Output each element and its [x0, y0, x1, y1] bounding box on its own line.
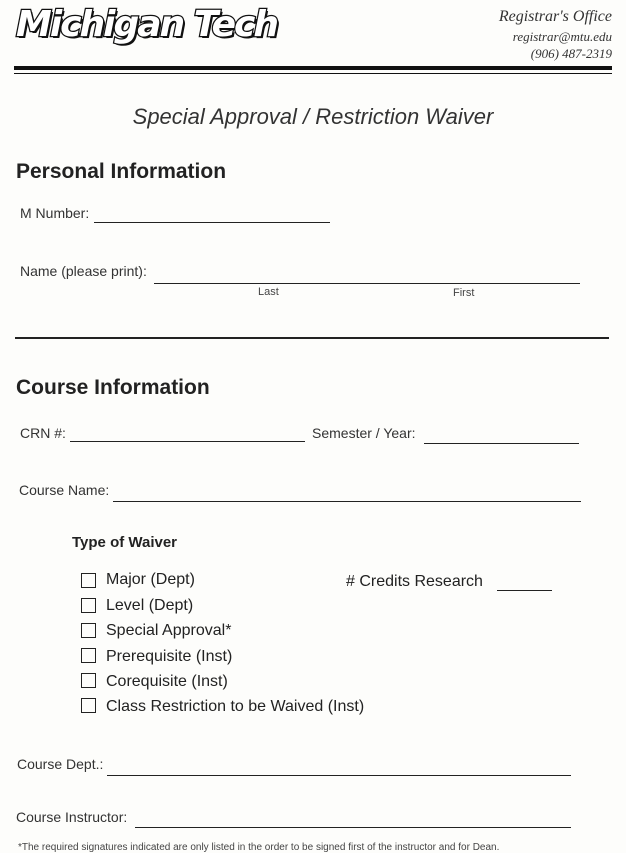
section-divider [15, 337, 609, 339]
major-dept-label: Major (Dept) [106, 571, 195, 588]
m-number-label: M Number: [20, 205, 90, 221]
class-restriction-label: Class Restriction to be Waived (Inst) [106, 698, 365, 715]
course-instructor-label: Course Instructor: [16, 809, 128, 825]
crn-label: CRN #: [20, 425, 66, 441]
type-of-waiver-heading: Type of Waiver [72, 534, 178, 551]
registrar-office-title: Registrar's Office [498, 8, 612, 25]
credits-research-label: # Credits Research [346, 573, 483, 590]
major-dept-checkbox[interactable] [81, 573, 96, 588]
personal-information-heading: Personal Information [16, 160, 227, 183]
form-title: Special Approval / Restriction Waiver [132, 104, 494, 129]
registrar-email: registrar@mtu.edu [512, 29, 612, 44]
registrar-contact [499, 6, 612, 62]
course-dept-field[interactable] [107, 775, 571, 776]
header-rule-thick [14, 66, 612, 70]
corequisite-label: Corequisite (Inst) [106, 673, 228, 690]
prerequisite-label: Prerequisite (Inst) [106, 648, 233, 665]
course-instructor-field[interactable] [135, 827, 571, 828]
semester-year-label: Semester / Year: [312, 425, 416, 441]
name-field[interactable] [154, 283, 580, 284]
corequisite-checkbox[interactable] [81, 673, 96, 688]
m-number-field[interactable] [94, 222, 330, 223]
course-name-field[interactable] [113, 501, 581, 502]
level-dept-checkbox[interactable] [81, 598, 96, 613]
special-approval-label: Special Approval* [106, 622, 232, 639]
course-information-heading: Course Information [16, 376, 210, 399]
name-label: Name (please print): [20, 263, 147, 279]
footnote: *The required signatures indicated are only listed in the order to be signed first of the instructor and for Dean. [18, 842, 500, 853]
course-dept-label: Course Dept.: [17, 756, 104, 772]
header-rule-thin [14, 73, 612, 74]
prerequisite-checkbox[interactable] [81, 648, 96, 663]
level-dept-label: Level (Dept) [106, 597, 194, 614]
semester-year-field[interactable] [424, 443, 579, 444]
first-name-caption: First [453, 287, 475, 299]
class-restriction-checkbox[interactable] [81, 698, 96, 713]
michigan-tech-logo: Michigan Tech [16, 4, 277, 45]
course-name-label: Course Name: [19, 482, 110, 498]
special-approval-checkbox[interactable] [81, 623, 96, 638]
registrar-phone: (906) 487-2319 [530, 46, 612, 61]
credits-research-field[interactable] [497, 590, 552, 591]
crn-field[interactable] [70, 441, 305, 442]
last-name-caption: Last [258, 286, 279, 298]
